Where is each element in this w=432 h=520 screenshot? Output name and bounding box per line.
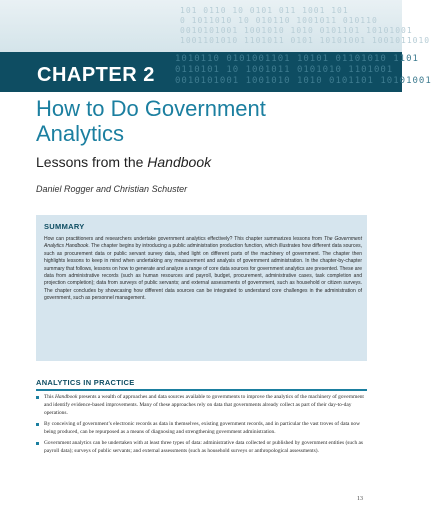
- summary-text-italic: The Government Analytics Handbook: [44, 236, 362, 250]
- bullet-square-icon: [36, 396, 39, 399]
- subtitle-italic: Handbook: [147, 154, 212, 170]
- summary-text-before: How can practitioners and researchers undertake government analytics effectively? This chapter summarizes lessons from: [44, 236, 324, 242]
- chapter-title: How to Do Government Analytics: [36, 96, 266, 146]
- chapter-subtitle: [36, 154, 211, 170]
- summary-body: [44, 236, 362, 303]
- binary-pattern-dark: 1010110 0101001101 10101 01101010 1101 0110101 10 1001011 0101010 1101001 0010101001 1001010 1010 0101101 10101001: [175, 54, 432, 86]
- header-binary-banner: [0, 0, 431, 52]
- bullet-square-icon: [36, 442, 39, 445]
- summary-title: SUMMARY: [44, 222, 85, 231]
- binary-pattern: 101 0110 10 0101 011 1001 101 0 1011010 10 010110 1001011 010110 0010101001 1001010 1010 0101101 10101001 1001101010 1101011 0101 10101001 1001011010: [180, 6, 431, 45]
- list-item: By conceiving of government’s electronic records as data in themselves, existing government records, and in particular the vast troves of data now being produced, can be repurposed as a means of diagnosing and strengthening government administration.: [36, 421, 367, 437]
- bullet-square-icon: [36, 423, 39, 426]
- list-item: Government analytics can be undertaken with at least three types of data: administrative data collected or published by government entities (such as payroll data); surveys of public servants; and external assessments (such as household surveys or anthropological assessments).: [36, 440, 367, 456]
- page-number: 13: [357, 496, 363, 502]
- section-divider: [36, 389, 367, 391]
- list-item: This Handbook presents a wealth of approaches and data sources available to governments to improve the analytics of the machinery of government and identify evidence-based improvements. Many of these approaches rely on data that governments already collect as part of their day-to-day operations.: [36, 394, 367, 417]
- chapter-label: CHAPTER 2: [37, 64, 155, 86]
- authors: Daniel Rogger and Christian Schuster: [36, 184, 188, 194]
- summary-text-after: . The chapter begins by introducing a public administration production function, which illustrates how different data sources, such as procurement data or public servant survey data, shed light on different parts of the machinery of government. The chapter then highlights lessons to keep in mind when undertaking any measurement and analysis of government administration. In the chapter-by-chapter summary that follows, lessons on how to generate and analyze a range of core data sources for government analytics are presented. These are data from administrative records (such as human resources and payroll, budget, procurement, administrative cases, task completion and projection completion); data from surveys of public servants; and external assessments of government, such as household or citizen surveys. The chapter concludes by showcasing how different data sources can be integrated to understand core challenges in the administration of government, such as personnel management.: [44, 243, 362, 302]
- analytics-in-practice-title: ANALYTICS IN PRACTICE: [36, 378, 135, 387]
- analytics-in-practice-list: [36, 394, 367, 459]
- subtitle-prefix: Lessons from the: [36, 154, 148, 170]
